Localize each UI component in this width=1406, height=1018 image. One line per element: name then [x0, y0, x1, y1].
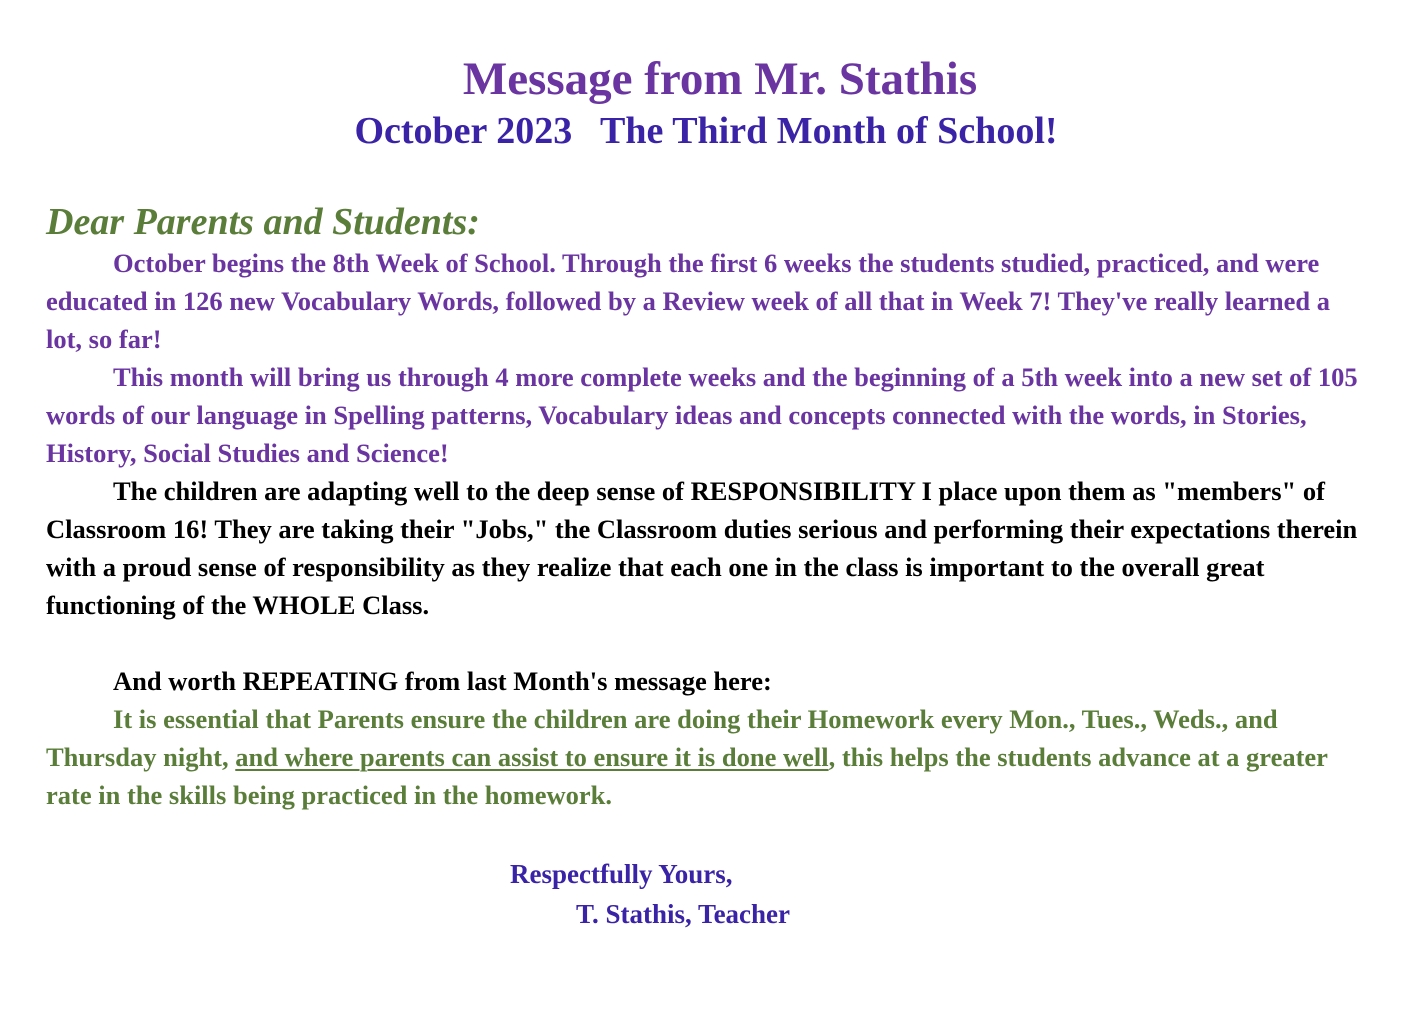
signature: T. Stathis, Teacher [576, 899, 791, 929]
paragraph-responsibility: The children are adapting well to the deep sense of RESPONSIBILITY I place upon them as "members" of Classroom 16! They are taking their "Jobs," the Classroom duties serious and performing their expectations therein with a proud sense of responsibility as they realize that each one in the class is important to the overall great functioning of the WHOLE Class. [46, 476, 1358, 620]
valediction: Respectfully Yours, [510, 859, 733, 889]
page-title: Message from Mr. Stathis [462, 53, 978, 105]
homework-underlined-text: and where parents can assist to ensure it is done well [235, 742, 829, 772]
greeting: Dear Parents and Students: [46, 201, 480, 243]
letter-page [46, 48, 1366, 934]
page-subtitle: October 2023 The Third Month of School! [354, 110, 1058, 152]
homework-text-end: , this helps the students advance at a greater rate in the skills being practiced in the homework. [46, 742, 1328, 810]
paragraph-homework [46, 700, 1366, 814]
homework-text-start: It is essential that Parents ensure the children are doing their Homework every Mon., Tues., Weds., and Thursday night, [46, 704, 1278, 772]
paragraph-new-words: This month will bring us through 4 more complete weeks and the beginning of a 5th week into a new set of 105 words of our language in Spelling patterns, Vocabulary ideas and concepts connected with the words, in Stories, History, Social Studies and Science! [46, 362, 1358, 468]
paragraph-vocabulary-review: October begins the 8th Week of School. Through the first 6 weeks the students studied, practiced, and were educated in 126 new Vocabulary Words, followed by a Review week of all that in Week 7! They've really learned a lot, so far! [46, 248, 1331, 354]
paragraph-repeating-intro: And worth REPEATING from last Month's message here: [113, 666, 772, 696]
